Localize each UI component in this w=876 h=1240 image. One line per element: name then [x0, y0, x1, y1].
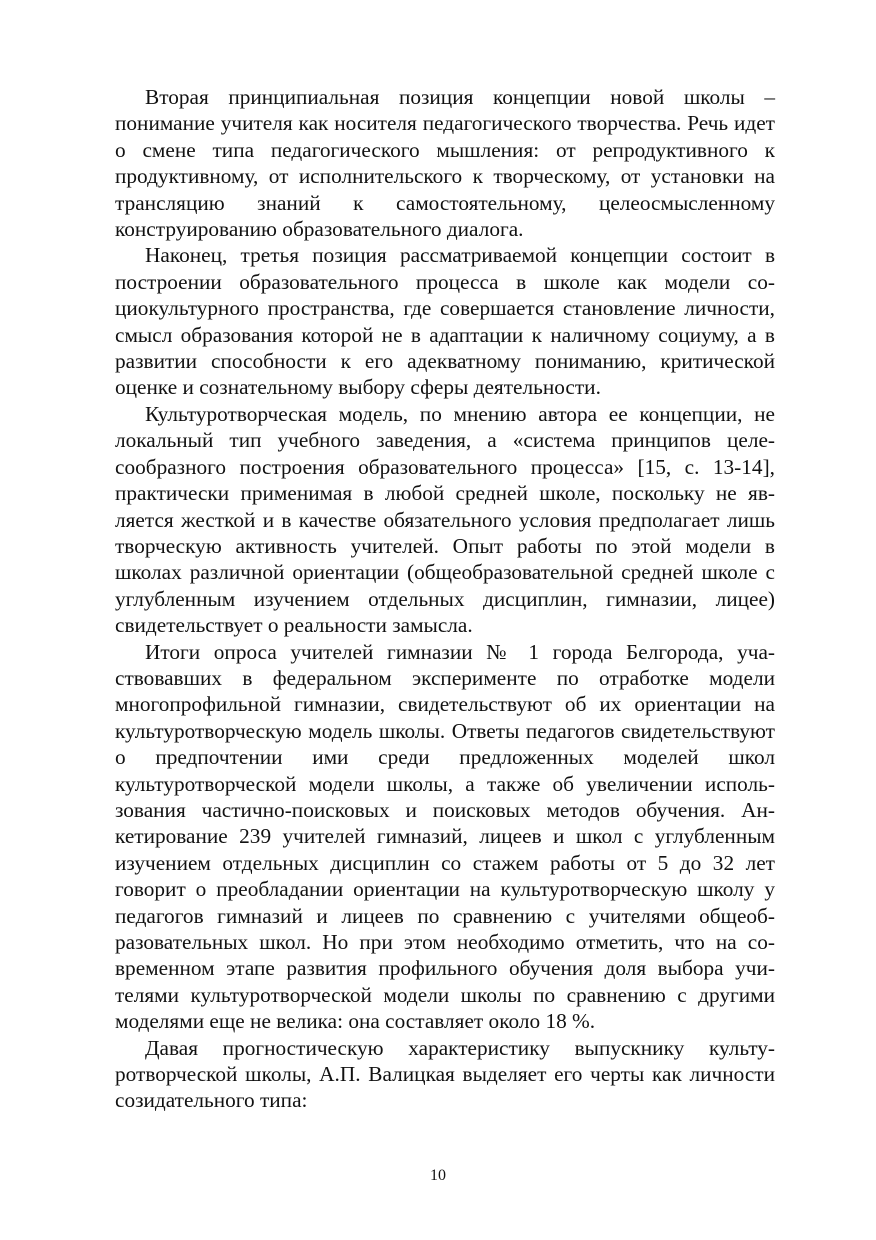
document-page — [115, 84, 775, 1114]
paragraph: Итоги опроса учителей гимназии № 1 города Белгорода, участвовавших в федеральном эксперименте по отработке модели многопрофильной гимназии, свидетельствуют об их ориентации на культуротворческую модель школы. Ответы педагогов свидетельствуют о предпочтении ими среди предложенных моделей школ культуротворческой модели школы, а также об увеличении использования частично-поисковых и поисковых методов обучения. Анкетирование 239 учителей гимназий, лицеев и школ с углубленным изучением отдельных дисциплин со стажем работы от 5 до 32 лет говорит о преобладании ориентации на культуротворческую школу у педагогов гимназий и лицеев по сравнению с учителями общеобразовательных школ. Но при этом необходимо отметить, что на современном этапе развития профильного обучения доля выбора учителями культуротворческой модели школы по сравнению с другими моделями еще не велика: она составляет около 18 %. — [115, 639, 775, 1034]
paragraph: Вторая принципиальная позиция концепции новой школы – понимание учителя как носителя педагогического творчества. Речь идет о смене типа педагогического мышления: от репродуктивного к продуктивному, от исполнительского к творческому, от установки на трансляцию знаний к самостоятельному, целеосмысленному конструированию образовательного диалога. — [115, 85, 775, 242]
page-number: 10 — [430, 1167, 446, 1184]
paragraph: Культуротворческая модель, по мнению автора ее концепции, не локальный тип учебного заведения, а «система принципов целесообразного построения образовательного процесса» [15, с. 13-14], практически применимая в любой средней школе, поскольку не является жесткой и в качестве обязательного условия предполагает лишь творческую активность учителей. Опыт работы по этой модели в школах различной ориентации (общеобразовательной средней школе с углубленным изучением отдельных дисциплин, гимназии, лицее) свидетельствует о реальности замысла. — [115, 401, 775, 638]
paragraph: Давая прогностическую характеристику выпускнику культуротворческой школы, А.П. Валицкая выделяет его черты как личности созидательного типа: — [115, 1035, 775, 1113]
paragraph: Наконец, третья позиция рассматриваемой концепции состоит в построении образовательного процесса в школе как модели социокультурного пространства, где совершается становление личности, смысл образования которой не в адаптации к наличному социуму, а в развитии способности к его адекватному пониманию, критической оценке и сознательному выбору сферы деятельности. — [115, 243, 775, 400]
